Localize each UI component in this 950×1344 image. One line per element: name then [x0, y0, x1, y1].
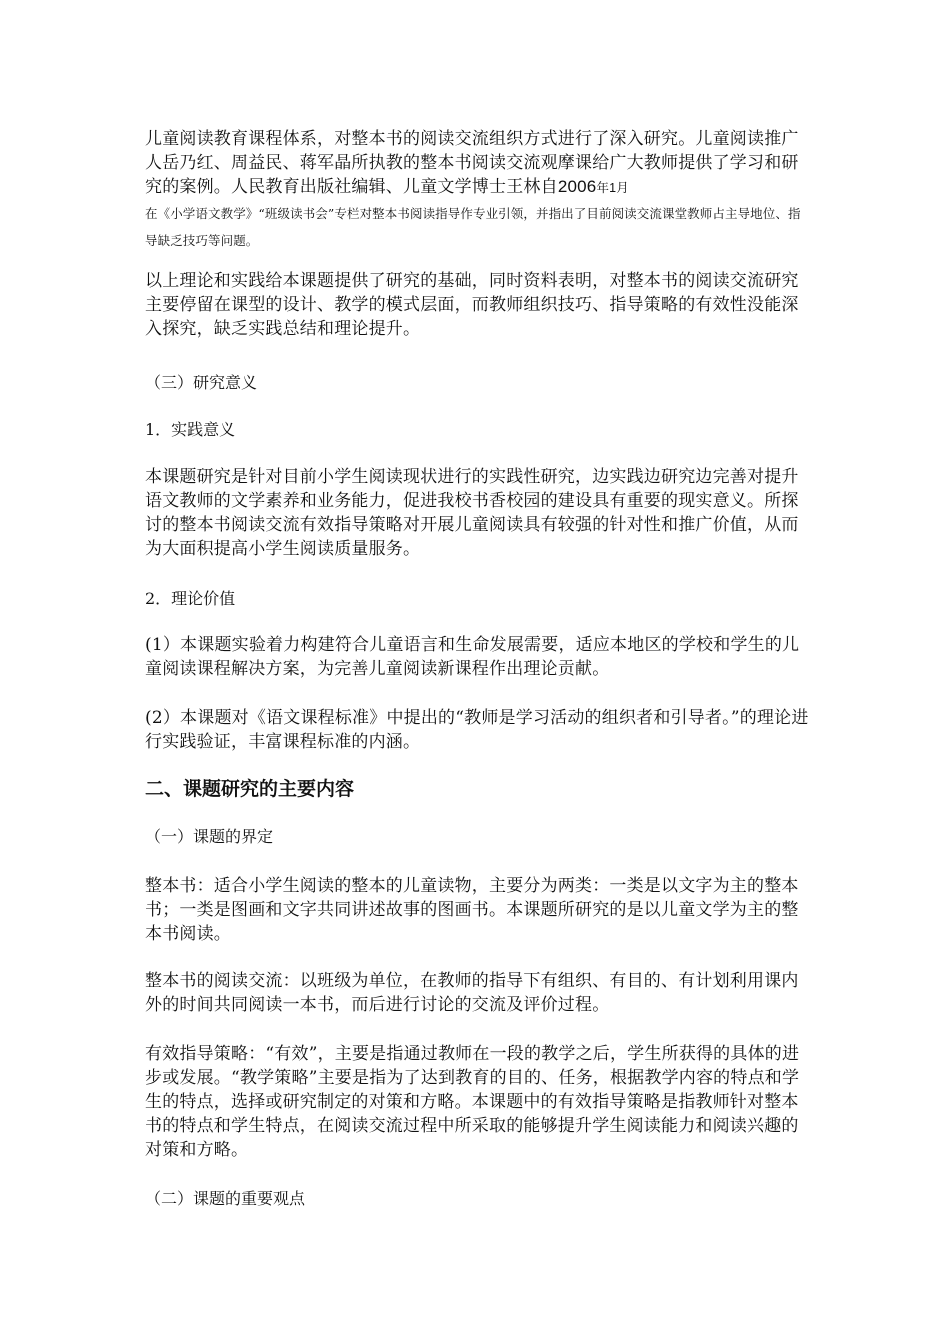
- section-heading-main-content: 二、课题研究的主要内容: [145, 778, 355, 800]
- heading-research-significance: （三）研究意义: [145, 373, 258, 392]
- paragraph-whole-book: 整本书：适合小学生阅读的整本的儿童读物，主要分为两类：一类是以文字为主的整本书；一类是图画和文字共同讲述故事的图画书。本课题所研究的是以儿童文学为主的整本书阅读。: [145, 876, 799, 944]
- paragraph-practical-significance: 本课题研究是针对目前小学生阅读现状进行的实践性研究，边实践边研究边完善对提升语文教师的文学素养和业务能力，促进我校书香校园的建设具有重要的现实意义。所探讨的整本书阅读交流有效指导策略对开展儿童阅读具有较强的针对性和推广价值，从而为大面积提高小学生阅读质量服务。: [145, 467, 799, 559]
- paragraph-effective-strategy: 有效指导策略：“有效”，主要是指通过教师在一段的教学之后，学生所获得的具体的进步或发展。“教学策略”主要是指为了达到教育的目的、任务，根据教学内容的特点和学生的特点，选择或研究制定的对策和方略。本课题中的有效指导策略是指教师针对整本书的特点和学生特点，在阅读交流过程中所采取的能够提升学生阅读能力和阅读兴趣的对策和方略。: [145, 1044, 800, 1160]
- year-number: 2006: [557, 177, 597, 196]
- month-suffix: 月: [616, 180, 629, 195]
- paragraph-research-background: [145, 127, 811, 200]
- paragraph-small-text: 在《小学语文教学》“班级读书会”专栏对整本书阅读指导作专业引领，并指出了目前阅读交流课堂教师占主导地位、指导缺乏技巧等问题。: [145, 206, 801, 248]
- heading-topic-definition: （一）课题的界定: [145, 827, 274, 846]
- paragraph-theory-practice: 以上理论和实践给本课题提供了研究的基础，同时资料表明，对整本书的阅读交流研究主要停留在课型的设计、教学的模式层面，而教师组织技巧、指导策略的有效性没能深入探究，缺乏实践总结和理论提升。: [145, 271, 799, 339]
- heading-practical-significance: 1．实践意义: [145, 420, 236, 439]
- paragraph-reading-exchange: 整本书的阅读交流：以班级为单位，在教师的指导下有组织、有目的、有计划利用课内外的时间共同阅读一本书，而后进行讨论的交流及评价过程。: [145, 971, 799, 1015]
- heading-theoretical-value: 2．理论价值: [145, 589, 236, 608]
- year-suffix: 年: [596, 180, 610, 195]
- paragraph-text: 儿童阅读教育课程体系，对整本书的阅读交流组织方式进行了深入研究。儿童阅读推广人岳乃红、周益民、蒋军晶所执教的整本书阅读交流观摩课给广大教师提供了学习和研究的案例。人民教育出版社编辑、儿童文学博士王林自: [145, 129, 799, 197]
- heading-key-viewpoints: （二）课题的重要观点: [145, 1189, 306, 1208]
- paragraph-theoretical-point-1: (1）本课题实验着力构建符合儿童语言和生命发展需要，适应本地区的学校和学生的儿童阅读课程解决方案，为完善儿童阅读新课程作出理论贡献。: [145, 635, 800, 679]
- month-number: 1: [609, 181, 617, 195]
- paragraph-theoretical-point-2: (2）本课题对《语文课程标准》中提出的“教师是学习活动的组织者和引导者。”的理论进行实践验证，丰富课程标准的内涵。: [145, 708, 809, 752]
